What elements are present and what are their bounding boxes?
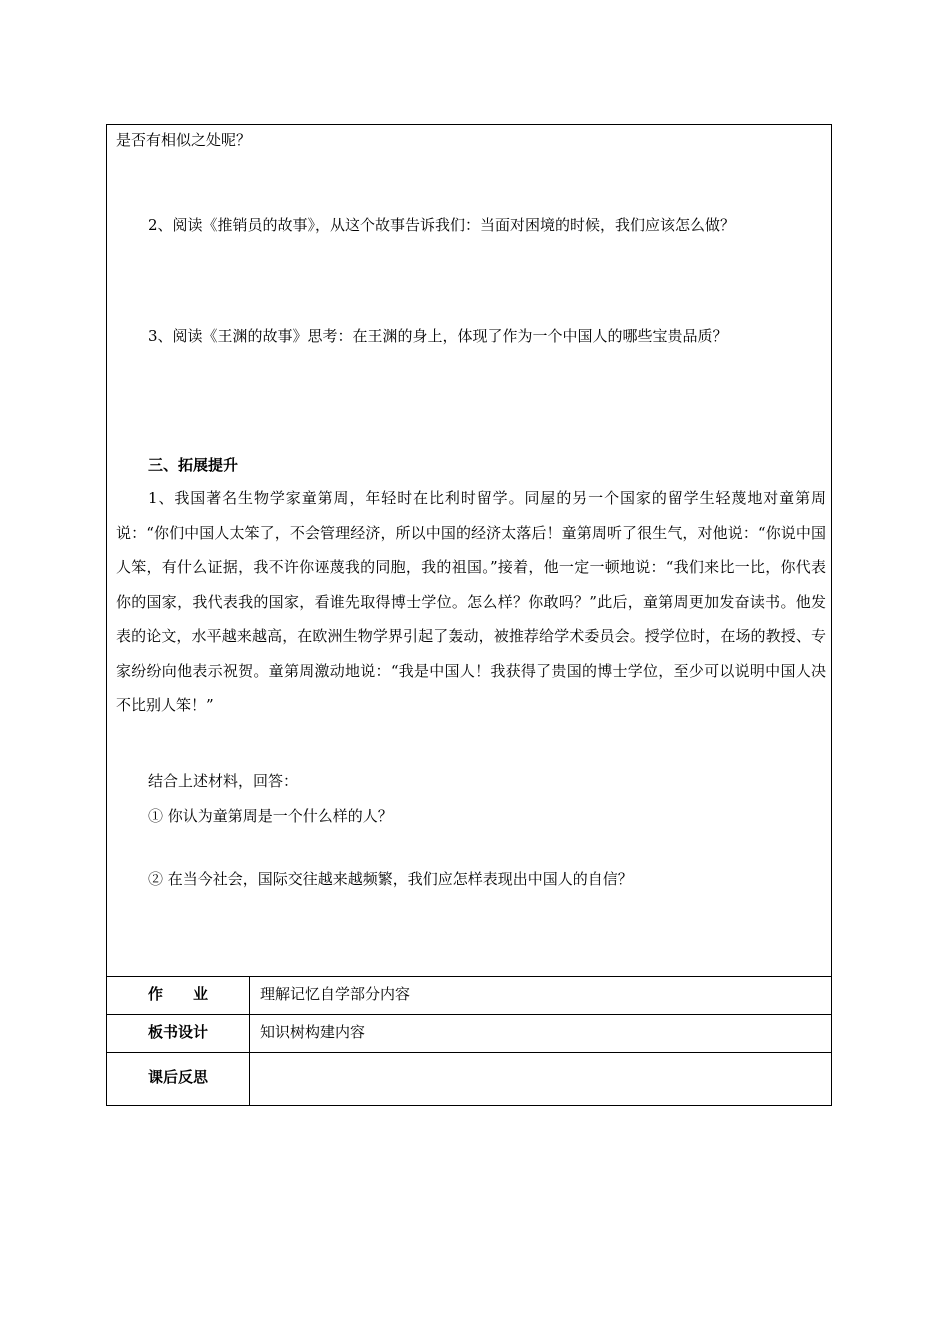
- row-label-board-design: 板书设计: [107, 1015, 250, 1052]
- continuation-text: 是否有相似之处呢？: [116, 131, 252, 149]
- content-cell: [107, 125, 831, 977]
- section-heading: 三、拓展提升: [148, 456, 239, 474]
- lesson-plan-table: [106, 124, 832, 1106]
- row-value-board-design: 知识树构建内容: [260, 1023, 366, 1041]
- answer-prompt: 结合上述材料，回答：: [148, 772, 299, 790]
- question-3: 3、阅读《王渊的故事》思考：在王渊的身上，体现了作为一个中国人的哪些宝贵品质？: [148, 327, 728, 345]
- row-value-homework: 理解记忆自学部分内容: [260, 985, 411, 1003]
- table-row: [107, 1014, 831, 1052]
- row-label-homework: 作 业: [107, 977, 250, 1014]
- sub-question-2: ② 在当今社会，国际交往越来越频繁，我们应怎样表现出中国人的自信？: [148, 870, 633, 888]
- table-row: [107, 1052, 831, 1106]
- question-2: 2、阅读《推销员的故事》，从这个故事告诉我们：当面对困境的时候，我们应该怎么做？: [148, 216, 736, 234]
- sub-question-1: ① 你认为童第周是一个什么样的人？: [148, 807, 393, 825]
- row-label-reflection: 课后反思: [107, 1053, 250, 1106]
- story-paragraph: 1、我国著名生物学家童第周，年轻时在比利时留学。同屋的另一个国家的留学生轻蔑地对童第周说：“你们中国人太笨了，不会管理经济，所以中国的经济太落后！童第周听了很生气，对他说：“你说中国人笨，有什么证据，我不许你诬蔑我的同胞，我的祖国。”接着，他一定一顿地说：“我们来比一比，你代表你的国家，我代表我的国家，看谁先取得博士学位。怎么样？你敢吗？”此后，童第周更加发奋读书。他发表的论文，水平越来越高，在欧洲生物学界引起了轰动，被推荐给学术委员会。授学位时，在场的教授、专家纷纷向他表示祝贺。童第周激动地说：“我是中国人！我获得了贵国的博士学位，至少可以说明中国人决不比别人笨！”: [116, 489, 826, 714]
- table-row: [107, 976, 831, 1014]
